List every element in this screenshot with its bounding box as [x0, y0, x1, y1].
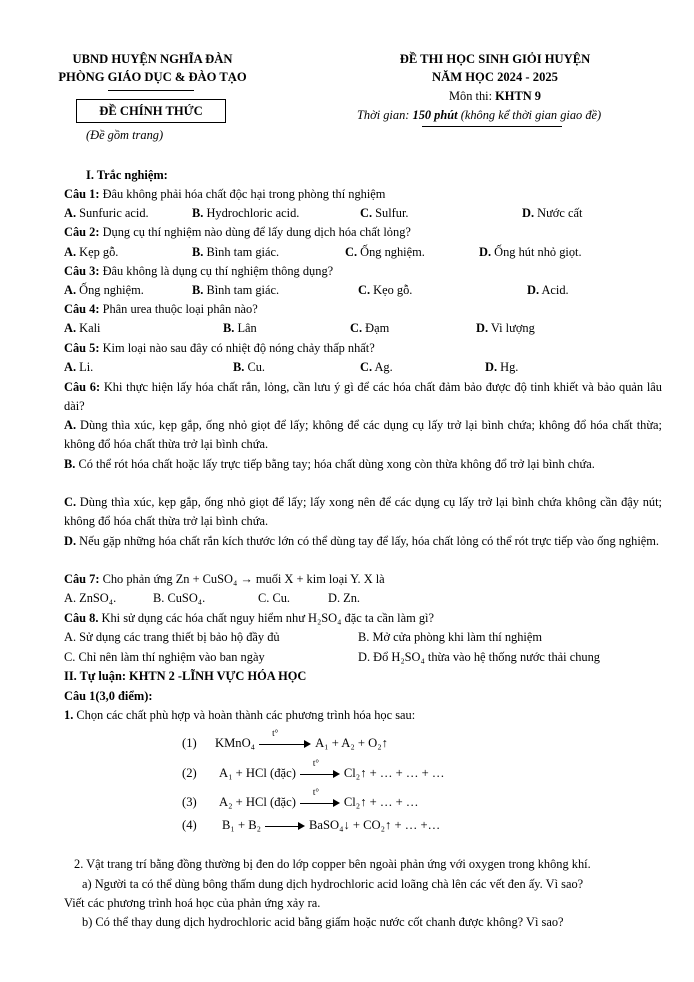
essay-item-1: 1. Chọn các chất phù hợp và hoàn thành các phương trình hóa học sau: [64, 708, 416, 722]
q5-option-b: B. Cu. [233, 360, 266, 374]
q2-option-b: B. Bình tam giác. [192, 245, 280, 259]
q1-option-d: D. Nước cất [522, 206, 583, 220]
q8-option-c: C. Chỉ nên làm thí nghiệm vào ban ngày [64, 650, 265, 664]
arrow-icon [265, 821, 305, 831]
header-divider [108, 90, 194, 91]
q5-option-c: C. Ag. [360, 360, 393, 374]
q2-option-c: C. Ống nghiệm. [345, 245, 425, 259]
question-4: Câu 4: Phân urea thuộc loại phân nào? [64, 302, 258, 316]
time-underline [422, 126, 562, 127]
q2-option-d: D. Ống hút nhỏ giọt. [479, 245, 582, 259]
q7-option-b: B. CuSO₄. [153, 591, 206, 605]
time-suffix: (không kể thời gian giao đề) [457, 108, 602, 122]
q1-option-b: B. Hydrochloric acid. [192, 206, 300, 220]
q8-option-a: A. Sử dụng các trang thiết bị bảo hộ đầy đủ [64, 630, 280, 644]
time-value: 150 phút [412, 108, 458, 122]
exam-title: ĐỀ THI HỌC SINH GIỎI HUYỆN [399, 52, 591, 66]
q3-option-c: C. Kẹo gỗ. [358, 283, 413, 297]
question-1 [64, 187, 385, 202]
q8-option-b: B. Mở cửa phòng khi làm thí nghiệm [358, 630, 542, 644]
q5-option-a: A. Li. [64, 360, 94, 374]
q7-option-a: A. ZnSO₄. [64, 591, 117, 605]
q3-option-b: B. Bình tam giác. [192, 283, 280, 297]
section-1-title: I. Trắc nghiệm: [86, 168, 168, 182]
q6-option-d: D. Nếu gặp những hóa chất rắn kích thước lớn có thể dùng tay để lấy, hóa chất lỏng có thể rót trực tiếp vào ống nghiệm. [64, 534, 660, 548]
department-name: PHÒNG GIÁO DỤC & ĐÀO TẠO [58, 70, 247, 84]
section-2-title: II. Tự luận: KHTN 2 -LĨNH VỰC HÓA HỌC [64, 669, 307, 683]
q4-option-a: A. Kali [64, 321, 101, 335]
q4-option-b: B. Lân [223, 321, 257, 335]
page-count-note: (Đề gồm trang) [86, 128, 164, 142]
official-exam-badge: ĐỀ CHÍNH THỨC [76, 99, 226, 123]
question-2: Câu 2: Dụng cụ thí nghiệm nào dùng để lấy dung dịch hóa chất lỏng? [64, 225, 411, 239]
q4-option-d: D. Vi lượng [476, 321, 535, 335]
question-5: Câu 5: Kim loại nào sau đây có nhiệt độ nóng chảy thấp nhất? [64, 341, 375, 355]
essay-question-1-title: Câu 1(3,0 điểm): [64, 689, 153, 703]
equation-2: (2) A₁ + HCl (đặc) t° Cl₂↑ + … + … + … [182, 758, 445, 780]
school-year: NĂM HỌC 2024 - 2025 [432, 70, 558, 84]
time-prefix: Thời gian: [357, 108, 413, 122]
question-text: Đâu không phải hóa chất độc hại trong phòng thí nghiệm [99, 187, 386, 201]
q7-option-c: C. Cu. [258, 591, 291, 605]
equation-3: (3) A₂ + HCl (đặc) t° Cl₂↑ + … + … [182, 787, 419, 809]
q3-option-d: D. Acid. [527, 283, 569, 297]
q1-option-a: A. Sunfuric acid. [64, 206, 149, 220]
question-8: Câu 8. Khi sử dụng các hóa chất nguy hiểm như H₂SO₄ đặc ta cần làm gì? [64, 611, 434, 625]
q1-option-c: C. Sulfur. [360, 206, 409, 220]
q8-option-d: D. Đổ H₂SO₄ thừa vào hệ thống nước thải chung [358, 650, 600, 664]
equation-1: (1) KMnO₄ t° A₁ + A₂ + O₂↑ [182, 728, 388, 750]
subject-value: KHTN 9 [495, 89, 541, 103]
heat-arrow-icon: t° [300, 769, 340, 779]
q6-option-a: A. Dùng thìa xúc, kẹp gắp, ống nhỏ giọt để lấy; không để các dụng cụ lấy trở lại bình chứa; không đổ hóa chất thừa; không đổ hóa chất thừa trở lại bình chứa. [64, 418, 662, 451]
q4-option-c: C. Đạm [350, 321, 390, 335]
q6-option-b: B. Có thể rót hóa chất hoặc lấy trực tiếp bằng tay; hóa chất dùng xong còn thừa không đổ trở lại bình chứa. [64, 457, 595, 471]
q7-option-d: D. Zn. [328, 591, 361, 605]
subject-prefix: Môn thi: [449, 89, 496, 103]
q3-option-a: A. Ống nghiệm. [64, 283, 144, 297]
essay-item-2: 2. Vật trang trí bằng đồng thường bị đen do lớp copper bên ngoài phản ứng với oxygen trong không khí. [74, 857, 591, 871]
agency-name: UBND HUYỆN NGHĨA ĐÀN [72, 52, 233, 66]
question-6: Câu 6: Khi thực hiện lấy hóa chất rắn, lỏng, cần lưu ý gì để các hóa chất đảm bảo được độ tinh khiết và bảo quản lâu dài? [64, 380, 662, 413]
question-3: Câu 3: Đâu không là dụng cụ thí nghiệm thông dụng? [64, 264, 334, 278]
essay-item-2b: b) Có thể thay dung dịch hydrochloric acid bằng giấm hoặc nước cốt chanh được không? Vì sao? [82, 915, 564, 929]
subject-line [375, 89, 615, 104]
heat-arrow-icon: t° [259, 739, 311, 749]
q5-option-d: D. Hg. [485, 360, 519, 374]
time-line [357, 108, 601, 123]
essay-item-2a-cont: Viết các phương trình hoá học của phản ứng xảy ra. [64, 896, 321, 910]
question-label: Câu 1: [64, 187, 100, 201]
essay-item-2a: a) Người ta có thể dùng bông thấm dung dịch hydrochloric acid loãng chà lên các vết đen ấy. Vì sao? [82, 877, 584, 891]
equation-4: (4) B₁ + B₂ BaSO₄↓ + CO₂↑ + … +… [182, 818, 441, 832]
q2-option-a: A. Kẹp gỗ. [64, 245, 119, 259]
heat-arrow-icon: t° [300, 798, 340, 808]
q6-option-c: C. Dùng thìa xúc, kẹp gắp, ống nhỏ giọt để lấy; lấy xong nên để các dụng cụ lấy trở lại bình chứa không cần đậy nút; không đổ hóa chất thừa trở lại bình chứa. [64, 495, 662, 528]
question-7: Câu 7: Cho phản ứng Zn + CuSO₄ → muối X + kim loại Y. X là [64, 572, 385, 586]
